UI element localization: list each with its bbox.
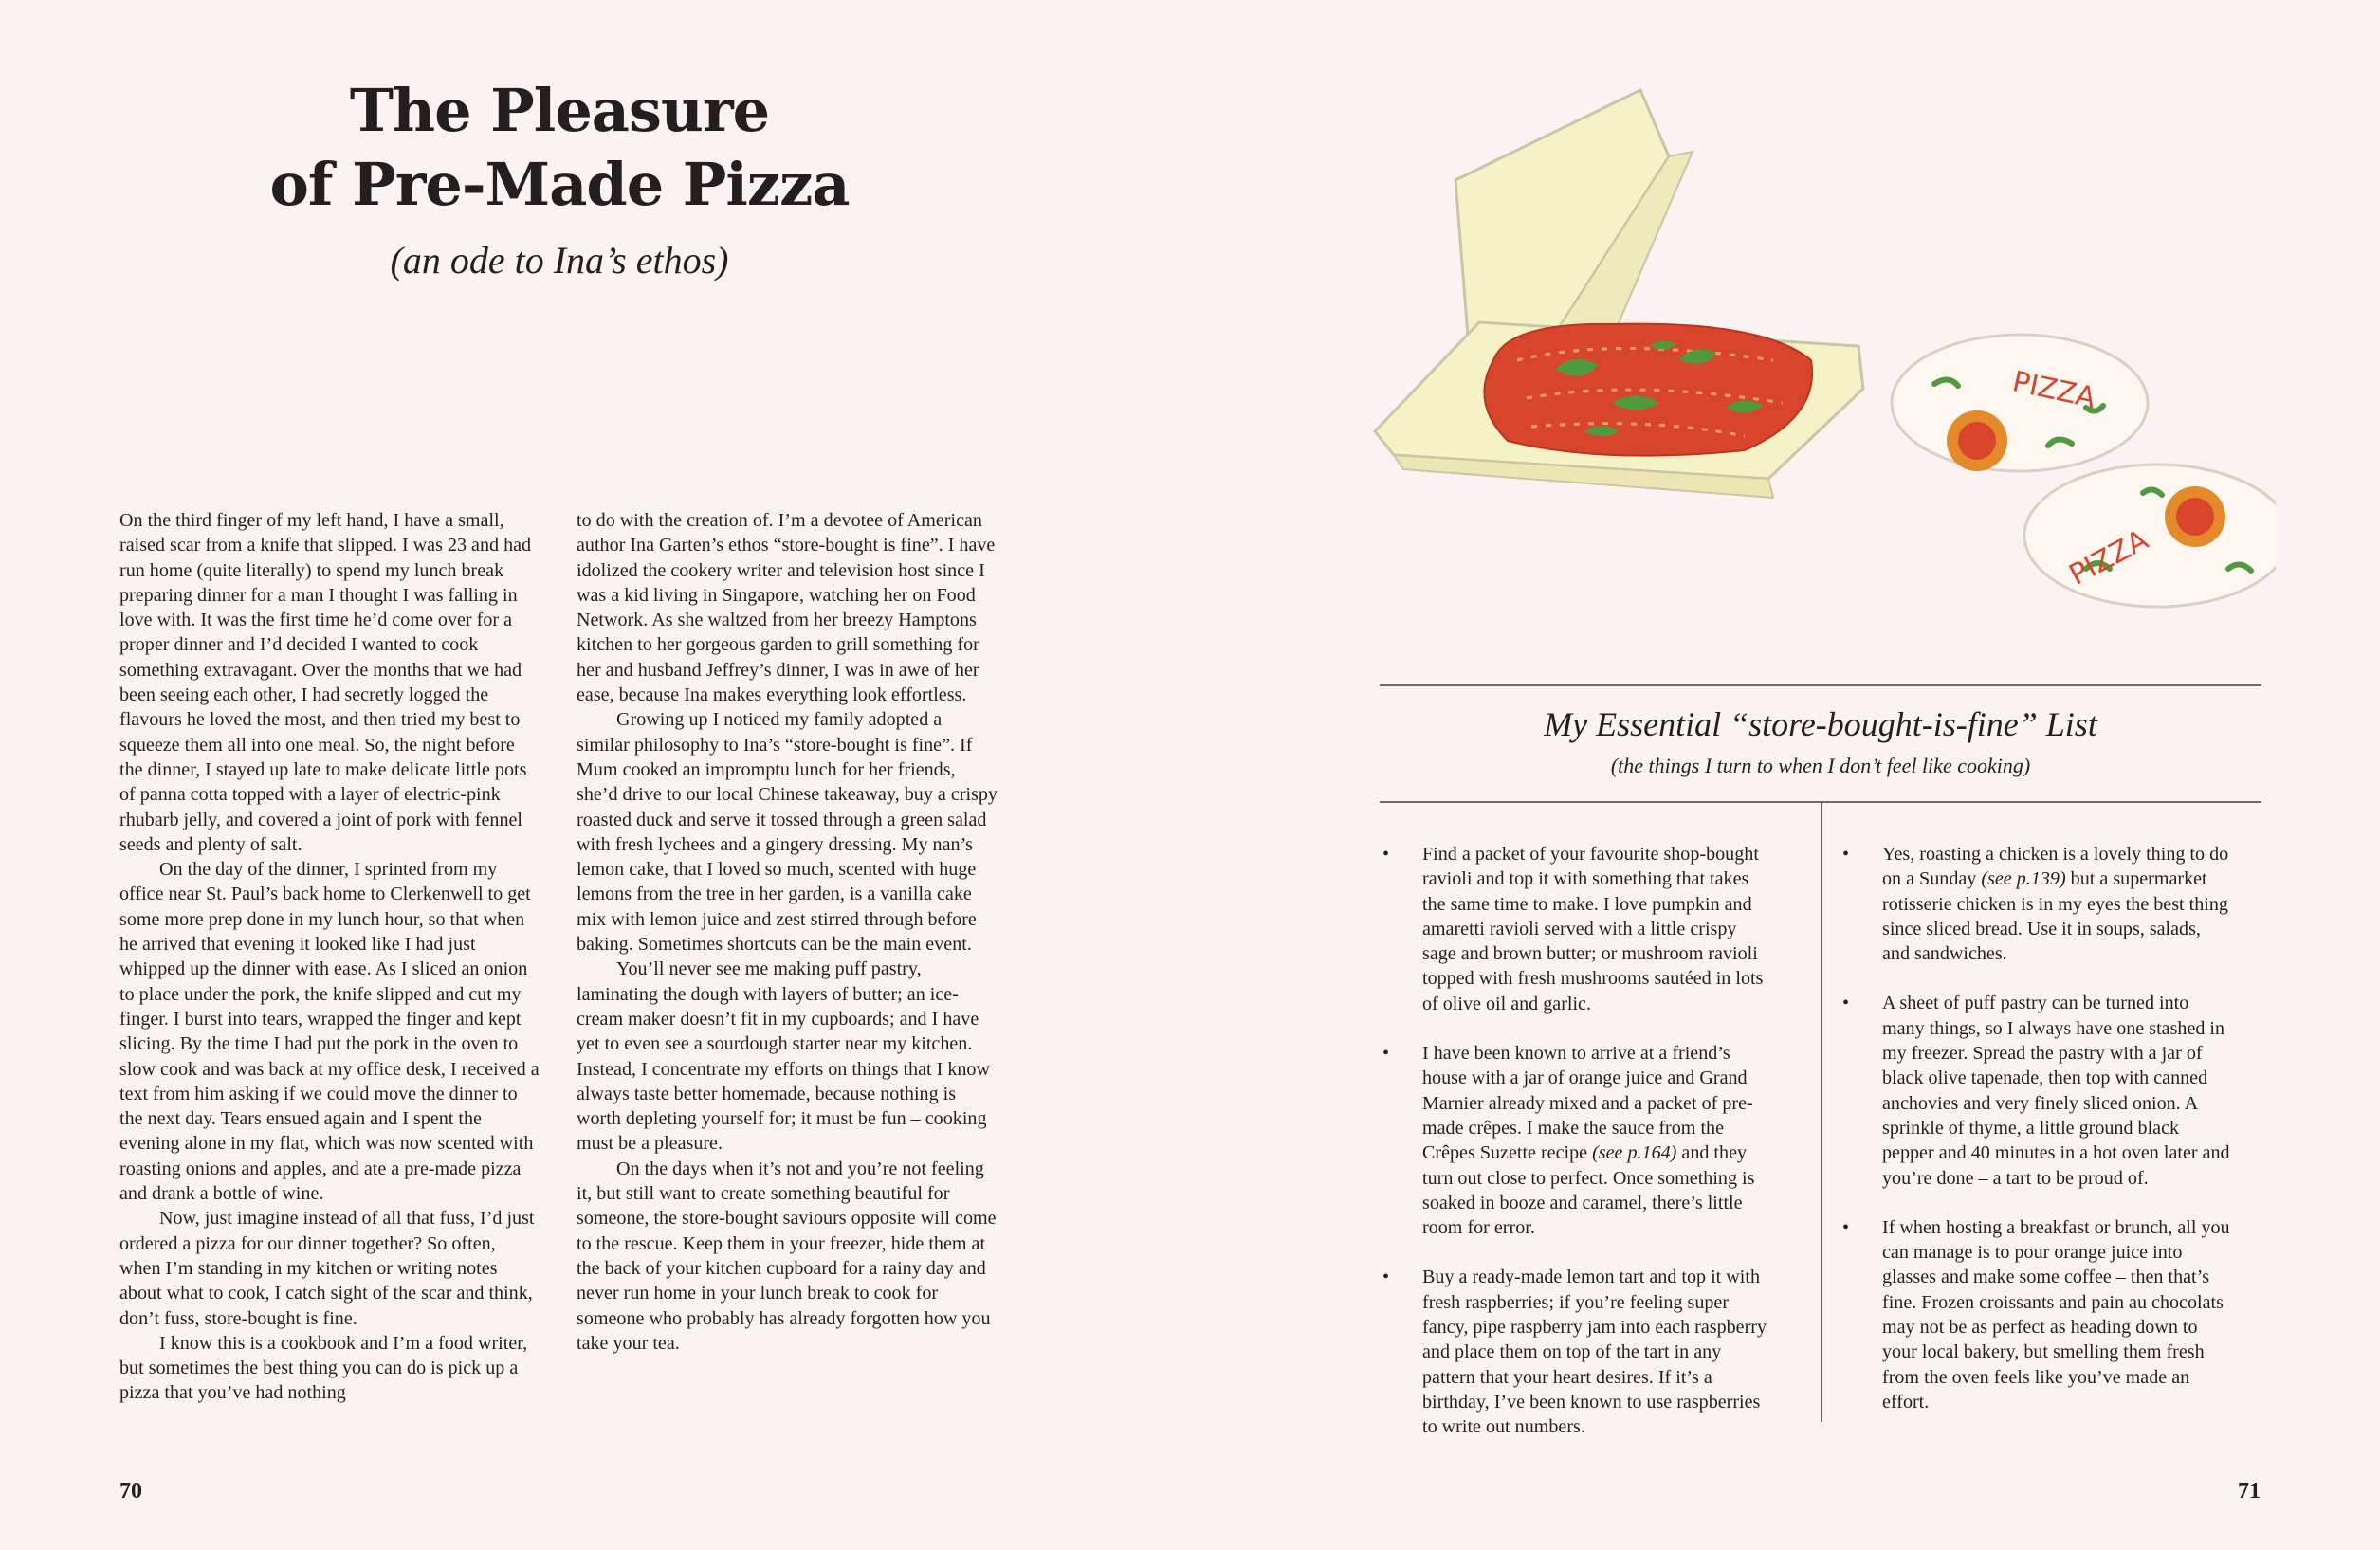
paragraph: to do with the creation of. I’m a devotee of American author Ina Garten’s ethos “store-bought is fine”. I have idolized the cookery writer and television host since I was a kid living in Singapore, watching her on Food Network. As she waltzed from her breezy Hamptons kitchen to her gorgeous garden to grill something for her and husband Jeffrey’s dinner, I was in awe of her ease, because Ina makes everything look effortless. — [577, 510, 996, 706]
list-column-divider — [1821, 803, 1822, 1422]
paragraph: On the days when it’s not and you’re not feeling it, but still want to create something beautiful for someone, the store-bought saviours opposite will come to the rescue. Keep them in your freezer, hide them at the back of your kitchen cupboard for a rainy day and never run home in your lunch break to cook for someone who probably has already forgotten how you take your tea. — [577, 1158, 997, 1354]
list-title: My Essential “store-bought-is-fine” List — [1544, 705, 2097, 743]
plate-icon — [2024, 465, 2276, 607]
page-number-right: 71 — [2238, 1479, 2261, 1504]
list-item: • If when hosting a breakfast or brunch, all you can manage is to pour orange juice into glasses and make some coffee – then that’s fine. Frozen croissants and pain au chocolats may not be as perfect as heading down to your local bakery, but smelling them fresh from the oven feels like you’ve made an effort. — [1842, 1216, 2230, 1413]
bullet-icon: • — [1842, 1216, 1850, 1238]
body-column-1 — [119, 508, 540, 1406]
list-item: • A sheet of puff pastry can be turned into many things, so I always have one stashed in my freezer. Spread the pastry with a jar of black olive tapenade, then top with canned anchovies and very finely sliced onion. A sprinkle of thyme, a little ground black pepper and 40 minutes in a hot oven later and you’re done – a tart to be proud of. — [1842, 993, 2230, 1189]
list-column-1 — [1382, 842, 1771, 1465]
paragraph: I know this is a cookbook and I’m a food writer, but sometimes the best thing you can do is pick up a pizza that you’ve had nothing — [119, 1332, 528, 1404]
list-item: • Yes, roasting a chicken is a lovely thing to do on a Sunday (see p.139) but a supermarket rotisserie chicken is in my eyes the best thing since sliced bread. Use it in soups, salads, and sandwiches. — [1842, 844, 2229, 965]
plate-2-text: PIZZA — [2063, 523, 2154, 593]
paragraph: Now, just imagine instead of all that fuss, I’d just ordered a pizza for our dinner together? So often, when I’m standing in my kitchen or writing notes about what to cook, I catch sight of the scar and think, don’t fuss, store-bought is fine. — [119, 1208, 535, 1329]
plate-icon — [1892, 335, 2148, 471]
page-title — [152, 74, 967, 222]
list-item: • I have been known to arrive at a friend’s house with a jar of orange juice and Grand Marnier already mixed and a packet of pre-made crêpes. I make the sauce from the Crêpes Suzette recipe (see p.164) and they turn out close to perfect. Once something is soaked in booze and caramel, there’s little room for error. — [1382, 1043, 1755, 1239]
paragraph: On the day of the dinner, I sprinted from my office near St. Paul’s back home to Clerkenwell to get some more prep done in my lunch hour, so that when he arrived that evening it looked like I had just whipped up the dinner with ease. As I sliced an onion to place under the pork, the knife slipped and cut my finger. I burst into tears, wrapped the finger and kept slicing. By the time I had put the pork in the oven to slow cook and was back at my office desk, I received a text from him asking if we could move the dinner to the next day. Tears ensued again and I spent the evening alone in my flat, which was now scented with roasting onions and apples, and ate a pre-made pizza and drank a bottle of wine. — [119, 859, 540, 1205]
page-number-left: 70 — [119, 1479, 142, 1504]
paragraph: On the third finger of my left hand, I have a small, raised scar from a knife that slipped. I was 23 and had run home (quite literally) to spend my lunch break preparing dinner for a man I thought I was falling in love with. It was the first time he’d come over for a proper dinner and I’d decided I wanted to cook something extravagant. Over the months that we had been seeing each other, I had secretly logged the flavours he loved the most, and then tried my best to squeeze them all into one meal. So, the night before the dinner, I stayed up late to make delicate little pots of panna cotta topped with a layer of electric-pink rhubarb jelly, and covered a joint of pork with fennel seeds and plenty of salt. — [119, 510, 532, 855]
list-column-2 — [1842, 842, 2231, 1439]
bullet-icon: • — [1842, 993, 1850, 1014]
pizza-box-icon — [1375, 90, 1863, 498]
page-subtitle: (an ode to Ina’s ethos) — [390, 239, 729, 282]
list-subtitle: (the things I turn to when I don’t feel like cooking) — [1610, 754, 2031, 777]
paragraph: Growing up I noticed my family adopted a similar philosophy to Ina’s “store-bought is fine”. If Mum cooked an impromptu lunch for her friends, she’d drive to our local Chinese takeaway, buy a crispy roasted duck and serve it tossed through a green salad with fresh lychees and a gingery dressing. My nan’s lemon cake, that I loved so much, scented with huge lemons from the tree in her garden, is a vanilla cake mix with lemon juice and zest stirred through before baking. Sometimes shortcuts can be the main event. — [577, 709, 998, 956]
list-item: • Buy a ready-made lemon tart and top it with fresh raspberries; if you’re feeling super fancy, pipe raspberry jam into each raspberry and place them on top of the tart in any pattern that your heart desires. If it’s a birthday, I’ve been known to use raspberries to write out numbers. — [1382, 1267, 1767, 1438]
list-top-rule — [1380, 684, 2261, 686]
pizza-illustration — [1365, 76, 2276, 664]
list-item: • Find a packet of your favourite shop-bought ravioli and top it with something that takes the same time to make. I love pumpkin and amaretti ravioli served with a little crispy sage and brown butter; or mushroom ravioli topped with fresh mushrooms sautéed in lots of olive oil and garlic. — [1382, 844, 1764, 1014]
paragraph: You’ll never see me making puff pastry, laminating the dough with layers of butter; an ice-cream maker doesn’t fit in my cupboards; and I have yet to even see a sourdough starter near my kitchen. Instead, I concentrate my efforts on things that I know always taste better homemade, because nothing is worth depleting yourself for; it must be fun – cooking must be a pleasure. — [577, 958, 990, 1155]
body-column-2 — [577, 508, 998, 1356]
title-line-2: of Pre-Made Pizza — [269, 150, 850, 219]
page-reference: (see p.139) — [1981, 868, 2066, 890]
page-reference: (see p.164) — [1592, 1142, 1677, 1164]
title-line-1: The Pleasure — [349, 76, 770, 145]
plate-1-text: PIZZA — [2009, 365, 2099, 415]
bullet-icon: • — [1842, 844, 1850, 865]
bullet-icon: • — [1382, 1267, 1390, 1288]
bullet-icon: • — [1382, 844, 1390, 865]
bullet-icon: • — [1382, 1043, 1390, 1065]
